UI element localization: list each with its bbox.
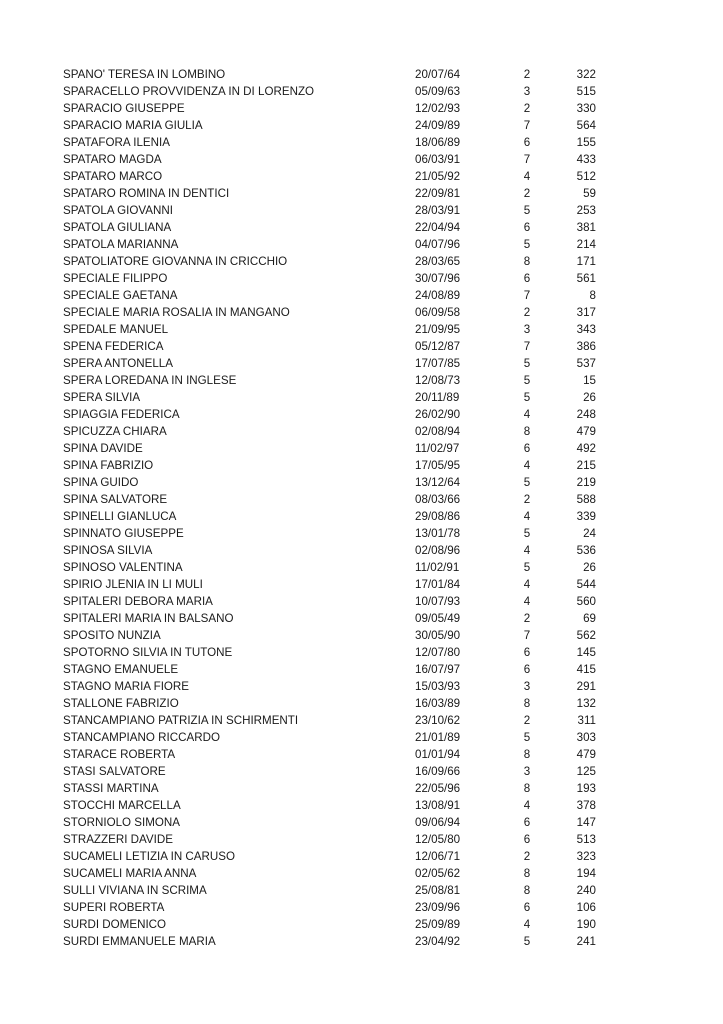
number-cell: 322 bbox=[576, 68, 596, 81]
code-cell: 5 bbox=[523, 561, 531, 574]
table-row bbox=[63, 270, 603, 287]
name-cell: SPATOLA GIOVANNI bbox=[63, 204, 173, 217]
number-cell: 561 bbox=[576, 272, 596, 285]
name-cell: SPIAGGIA FEDERICA bbox=[63, 408, 180, 421]
name-cell: SPARACELLO PROVVIDENZA IN DI LORENZO bbox=[63, 85, 315, 98]
code-cell: 2 bbox=[523, 714, 531, 727]
table-row bbox=[63, 814, 603, 831]
number-cell: 132 bbox=[576, 697, 596, 710]
name-cell: STARACE ROBERTA bbox=[63, 748, 176, 761]
name-cell: SPECIALE MARIA ROSALIA IN MANGANO bbox=[63, 306, 290, 319]
code-cell: 3 bbox=[523, 323, 531, 336]
table-row bbox=[63, 763, 603, 780]
number-cell: 190 bbox=[576, 918, 596, 931]
name-cell: STORNIOLO SIMONA bbox=[63, 816, 181, 829]
number-cell: 330 bbox=[576, 102, 596, 115]
name-cell: SPIRIO JLENIA IN LI MULI bbox=[63, 578, 203, 591]
number-cell: 560 bbox=[576, 595, 596, 608]
name-cell: SPINA DAVIDE bbox=[63, 442, 143, 455]
name-cell: STALLONE FABRIZIO bbox=[63, 697, 179, 710]
name-cell: SURDI EMMANUELE MARIA bbox=[63, 935, 216, 948]
date-cell: 02/08/96 bbox=[415, 544, 461, 557]
table-row bbox=[63, 542, 603, 559]
code-cell: 7 bbox=[523, 629, 531, 642]
date-cell: 16/07/97 bbox=[415, 663, 461, 676]
code-cell: 4 bbox=[523, 799, 531, 812]
table-row bbox=[63, 491, 603, 508]
name-cell: SPECIALE GAETANA bbox=[63, 289, 178, 302]
name-cell: SPERA ANTONELLA bbox=[63, 357, 173, 370]
name-cell: SPOTORNO SILVIA IN TUTONE bbox=[63, 646, 233, 659]
name-cell: STASSI MARTINA bbox=[63, 782, 159, 795]
code-cell: 6 bbox=[523, 646, 531, 659]
date-cell: 12/06/71 bbox=[415, 850, 461, 863]
number-cell: 15 bbox=[583, 374, 596, 387]
code-cell: 4 bbox=[523, 918, 531, 931]
date-cell: 21/01/89 bbox=[415, 731, 461, 744]
date-cell: 23/04/92 bbox=[415, 935, 461, 948]
date-cell: 12/07/80 bbox=[415, 646, 461, 659]
code-cell: 6 bbox=[523, 221, 531, 234]
date-cell: 02/05/62 bbox=[415, 867, 461, 880]
name-cell: SPINA SALVATORE bbox=[63, 493, 168, 506]
date-cell: 30/05/90 bbox=[415, 629, 461, 642]
number-cell: 386 bbox=[576, 340, 596, 353]
table-row bbox=[63, 559, 603, 576]
number-cell: 317 bbox=[576, 306, 596, 319]
code-cell: 8 bbox=[523, 255, 531, 268]
name-cell: SPATOLIATORE GIOVANNA IN CRICCHIO bbox=[63, 255, 288, 268]
number-cell: 544 bbox=[576, 578, 596, 591]
table-row bbox=[63, 831, 603, 848]
table-row bbox=[63, 423, 603, 440]
name-cell: STANCAMPIANO PATRIZIA IN SCHIRMENTI bbox=[63, 714, 299, 727]
date-cell: 09/05/49 bbox=[415, 612, 461, 625]
code-cell: 4 bbox=[523, 170, 531, 183]
number-cell: 378 bbox=[576, 799, 596, 812]
name-cell: SPENA FEDERICA bbox=[63, 340, 164, 353]
table-row bbox=[63, 695, 603, 712]
date-cell: 26/02/90 bbox=[415, 408, 461, 421]
code-cell: 8 bbox=[523, 697, 531, 710]
table-row bbox=[63, 933, 603, 950]
name-cell: SPANO' TERESA IN LOMBINO bbox=[63, 68, 226, 81]
table-row bbox=[63, 100, 603, 117]
name-cell: SPINELLI GIANLUCA bbox=[63, 510, 177, 523]
code-cell: 5 bbox=[523, 391, 531, 404]
number-cell: 381 bbox=[576, 221, 596, 234]
date-cell: 17/01/84 bbox=[415, 578, 461, 591]
table-row bbox=[63, 202, 603, 219]
table-row bbox=[63, 848, 603, 865]
table-row bbox=[63, 185, 603, 202]
table-row bbox=[63, 457, 603, 474]
table-row bbox=[63, 593, 603, 610]
code-cell: 4 bbox=[523, 544, 531, 557]
name-cell: SPINOSA SILVIA bbox=[63, 544, 153, 557]
date-cell: 11/02/91 bbox=[415, 561, 460, 574]
name-cell: SPITALERI DEBORA MARIA bbox=[63, 595, 213, 608]
number-cell: 537 bbox=[576, 357, 596, 370]
table-row bbox=[63, 576, 603, 593]
table-row bbox=[63, 151, 603, 168]
table-row bbox=[63, 865, 603, 882]
code-cell: 4 bbox=[523, 510, 531, 523]
date-cell: 02/08/94 bbox=[415, 425, 461, 438]
code-cell: 6 bbox=[523, 901, 531, 914]
name-cell: SPINA GUIDO bbox=[63, 476, 139, 489]
number-cell: 248 bbox=[576, 408, 596, 421]
name-cell: SPICUZZA CHIARA bbox=[63, 425, 167, 438]
code-cell: 8 bbox=[523, 884, 531, 897]
date-cell: 09/06/94 bbox=[415, 816, 461, 829]
number-cell: 311 bbox=[577, 714, 596, 727]
name-cell: SPINA FABRIZIO bbox=[63, 459, 154, 472]
number-cell: 59 bbox=[583, 187, 596, 200]
table-row bbox=[63, 134, 603, 151]
date-cell: 23/10/62 bbox=[415, 714, 461, 727]
date-cell: 01/01/94 bbox=[415, 748, 461, 761]
date-cell: 04/07/96 bbox=[415, 238, 461, 251]
name-cell: STAGNO EMANUELE bbox=[63, 663, 179, 676]
code-cell: 5 bbox=[523, 935, 531, 948]
name-cell: SPERA LOREDANA IN INGLESE bbox=[63, 374, 237, 387]
table-row bbox=[63, 712, 603, 729]
table-row bbox=[63, 355, 603, 372]
name-cell: SPATARO ROMINA IN DENTICI bbox=[63, 187, 230, 200]
table-row bbox=[63, 644, 603, 661]
number-cell: 240 bbox=[576, 884, 596, 897]
name-cell: SPEDALE MANUEL bbox=[63, 323, 169, 336]
code-cell: 7 bbox=[523, 119, 531, 132]
table-row bbox=[63, 338, 603, 355]
number-cell: 291 bbox=[576, 680, 596, 693]
name-cell: SPITALERI MARIA IN BALSANO bbox=[63, 612, 234, 625]
date-cell: 12/02/93 bbox=[415, 102, 461, 115]
records-table bbox=[63, 66, 603, 950]
date-cell: 06/03/91 bbox=[415, 153, 461, 166]
table-row bbox=[63, 797, 603, 814]
name-cell: STAGNO MARIA FIORE bbox=[63, 680, 190, 693]
date-cell: 24/09/89 bbox=[415, 119, 461, 132]
code-cell: 2 bbox=[523, 306, 531, 319]
name-cell: SURDI DOMENICO bbox=[63, 918, 167, 931]
code-cell: 5 bbox=[523, 476, 531, 489]
code-cell: 8 bbox=[523, 867, 531, 880]
number-cell: 155 bbox=[576, 136, 596, 149]
date-cell: 30/07/96 bbox=[415, 272, 461, 285]
number-cell: 513 bbox=[576, 833, 596, 846]
number-cell: 145 bbox=[576, 646, 596, 659]
code-cell: 6 bbox=[523, 442, 531, 455]
date-cell: 22/09/81 bbox=[415, 187, 461, 200]
table-row bbox=[63, 406, 603, 423]
date-cell: 17/05/95 bbox=[415, 459, 461, 472]
code-cell: 7 bbox=[523, 340, 531, 353]
name-cell: SPERA SILVIA bbox=[63, 391, 141, 404]
date-cell: 29/08/86 bbox=[415, 510, 461, 523]
code-cell: 2 bbox=[523, 493, 531, 506]
number-cell: 69 bbox=[583, 612, 596, 625]
name-cell: STRAZZERI DAVIDE bbox=[63, 833, 173, 846]
number-cell: 339 bbox=[576, 510, 596, 523]
date-cell: 28/03/65 bbox=[415, 255, 461, 268]
code-cell: 4 bbox=[523, 459, 531, 472]
table-row bbox=[63, 474, 603, 491]
name-cell: SPARACIO MARIA GIULIA bbox=[63, 119, 203, 132]
table-row bbox=[63, 236, 603, 253]
number-cell: 536 bbox=[576, 544, 596, 557]
table-row bbox=[63, 372, 603, 389]
table-row bbox=[63, 746, 603, 763]
name-cell: SUCAMELI LETIZIA IN CARUSO bbox=[63, 850, 236, 863]
code-cell: 4 bbox=[523, 578, 531, 591]
date-cell: 13/08/91 bbox=[415, 799, 461, 812]
date-cell: 16/03/89 bbox=[415, 697, 461, 710]
name-cell: SPATOLA MARIANNA bbox=[63, 238, 179, 251]
number-cell: 515 bbox=[576, 85, 596, 98]
number-cell: 253 bbox=[576, 204, 596, 217]
name-cell: SPINNATO GIUSEPPE bbox=[63, 527, 184, 540]
table-row bbox=[63, 287, 603, 304]
number-cell: 214 bbox=[576, 238, 596, 251]
table-row bbox=[63, 168, 603, 185]
date-cell: 15/03/93 bbox=[415, 680, 461, 693]
name-cell: SPINOSO VALENTINA bbox=[63, 561, 183, 574]
number-cell: 26 bbox=[583, 391, 596, 404]
name-cell: SPATARO MAGDA bbox=[63, 153, 162, 166]
name-cell: SPARACIO GIUSEPPE bbox=[63, 102, 185, 115]
name-cell: SPATARO MARCO bbox=[63, 170, 163, 183]
table-row bbox=[63, 627, 603, 644]
date-cell: 20/11/89 bbox=[415, 391, 460, 404]
number-cell: 564 bbox=[576, 119, 596, 132]
table-row bbox=[63, 66, 603, 83]
code-cell: 3 bbox=[523, 765, 531, 778]
table-row bbox=[63, 882, 603, 899]
number-cell: 303 bbox=[576, 731, 596, 744]
name-cell: SPATAFORA ILENIA bbox=[63, 136, 170, 149]
number-cell: 492 bbox=[576, 442, 596, 455]
name-cell: STOCCHI MARCELLA bbox=[63, 799, 181, 812]
number-cell: 241 bbox=[576, 935, 596, 948]
number-cell: 194 bbox=[576, 867, 596, 880]
number-cell: 479 bbox=[576, 425, 596, 438]
code-cell: 6 bbox=[523, 272, 531, 285]
code-cell: 8 bbox=[523, 782, 531, 795]
table-row bbox=[63, 661, 603, 678]
date-cell: 24/08/89 bbox=[415, 289, 461, 302]
table-row bbox=[63, 117, 603, 134]
code-cell: 6 bbox=[523, 136, 531, 149]
table-row bbox=[63, 219, 603, 236]
name-cell: SPATOLA GIULIANA bbox=[63, 221, 172, 234]
code-cell: 4 bbox=[523, 595, 531, 608]
number-cell: 562 bbox=[576, 629, 596, 642]
table-row bbox=[63, 83, 603, 100]
date-cell: 12/08/73 bbox=[415, 374, 461, 387]
code-cell: 4 bbox=[523, 408, 531, 421]
code-cell: 5 bbox=[523, 238, 531, 251]
number-cell: 171 bbox=[576, 255, 596, 268]
code-cell: 6 bbox=[523, 816, 531, 829]
number-cell: 343 bbox=[576, 323, 596, 336]
number-cell: 8 bbox=[589, 289, 596, 302]
code-cell: 6 bbox=[523, 833, 531, 846]
date-cell: 28/03/91 bbox=[415, 204, 461, 217]
number-cell: 215 bbox=[576, 459, 596, 472]
code-cell: 5 bbox=[523, 731, 531, 744]
code-cell: 2 bbox=[523, 68, 531, 81]
code-cell: 8 bbox=[523, 748, 531, 761]
date-cell: 20/07/64 bbox=[415, 68, 461, 81]
date-cell: 13/01/78 bbox=[415, 527, 461, 540]
code-cell: 3 bbox=[523, 85, 531, 98]
table-row bbox=[63, 916, 603, 933]
name-cell: SUCAMELI MARIA ANNA bbox=[63, 867, 197, 880]
code-cell: 8 bbox=[523, 425, 531, 438]
name-cell: SPECIALE FILIPPO bbox=[63, 272, 168, 285]
code-cell: 3 bbox=[523, 680, 531, 693]
table-row bbox=[63, 440, 603, 457]
code-cell: 5 bbox=[523, 374, 531, 387]
code-cell: 5 bbox=[523, 357, 531, 370]
table-row bbox=[63, 678, 603, 695]
date-cell: 25/08/81 bbox=[415, 884, 461, 897]
number-cell: 26 bbox=[583, 561, 596, 574]
code-cell: 2 bbox=[523, 187, 531, 200]
name-cell: SULLI VIVIANA IN SCRIMA bbox=[63, 884, 207, 897]
name-cell: SPOSITO NUNZIA bbox=[63, 629, 161, 642]
date-cell: 21/09/95 bbox=[415, 323, 461, 336]
number-cell: 512 bbox=[576, 170, 596, 183]
date-cell: 22/05/96 bbox=[415, 782, 461, 795]
table-row bbox=[63, 899, 603, 916]
table-row bbox=[63, 253, 603, 270]
code-cell: 6 bbox=[523, 663, 531, 676]
number-cell: 415 bbox=[576, 663, 596, 676]
code-cell: 7 bbox=[523, 289, 531, 302]
date-cell: 05/12/87 bbox=[415, 340, 461, 353]
date-cell: 21/05/92 bbox=[415, 170, 461, 183]
table-row bbox=[63, 525, 603, 542]
date-cell: 23/09/96 bbox=[415, 901, 461, 914]
number-cell: 106 bbox=[576, 901, 596, 914]
table-row bbox=[63, 780, 603, 797]
table-row bbox=[63, 304, 603, 321]
code-cell: 5 bbox=[523, 204, 531, 217]
code-cell: 5 bbox=[523, 527, 531, 540]
number-cell: 479 bbox=[576, 748, 596, 761]
number-cell: 433 bbox=[576, 153, 596, 166]
date-cell: 22/04/94 bbox=[415, 221, 461, 234]
name-cell: STANCAMPIANO RICCARDO bbox=[63, 731, 220, 744]
name-cell: STASI SALVATORE bbox=[63, 765, 166, 778]
number-cell: 588 bbox=[576, 493, 596, 506]
date-cell: 08/03/66 bbox=[415, 493, 461, 506]
name-cell: SUPERI ROBERTA bbox=[63, 901, 165, 914]
date-cell: 13/12/64 bbox=[415, 476, 461, 489]
number-cell: 125 bbox=[576, 765, 596, 778]
date-cell: 05/09/63 bbox=[415, 85, 461, 98]
date-cell: 11/02/97 bbox=[415, 442, 460, 455]
number-cell: 193 bbox=[576, 782, 596, 795]
number-cell: 147 bbox=[576, 816, 596, 829]
table-row bbox=[63, 321, 603, 338]
table-row bbox=[63, 729, 603, 746]
code-cell: 2 bbox=[523, 850, 531, 863]
date-cell: 18/06/89 bbox=[415, 136, 461, 149]
date-cell: 06/09/58 bbox=[415, 306, 461, 319]
table-row bbox=[63, 508, 603, 525]
date-cell: 16/09/66 bbox=[415, 765, 461, 778]
date-cell: 10/07/93 bbox=[415, 595, 461, 608]
code-cell: 2 bbox=[523, 612, 531, 625]
code-cell: 2 bbox=[523, 102, 531, 115]
number-cell: 219 bbox=[576, 476, 596, 489]
number-cell: 24 bbox=[583, 527, 596, 540]
date-cell: 17/07/85 bbox=[415, 357, 461, 370]
date-cell: 25/09/89 bbox=[415, 918, 461, 931]
number-cell: 323 bbox=[576, 850, 596, 863]
date-cell: 12/05/80 bbox=[415, 833, 461, 846]
table-row bbox=[63, 389, 603, 406]
code-cell: 7 bbox=[523, 153, 531, 166]
table-row bbox=[63, 610, 603, 627]
